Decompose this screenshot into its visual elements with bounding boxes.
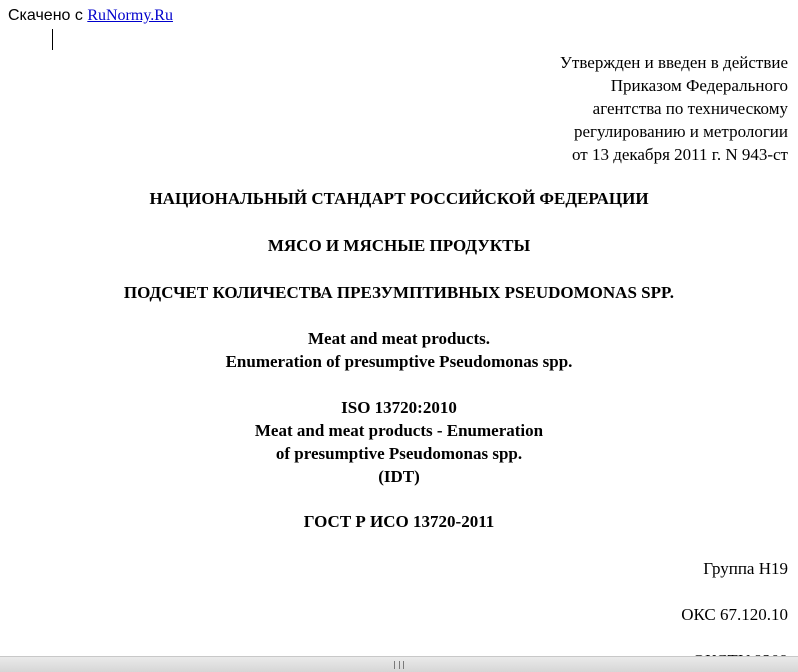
- english-title-line: Meat and meat products.: [308, 329, 490, 348]
- iso-line: (IDT): [378, 467, 420, 486]
- oks-code: ОКС 67.120.10: [681, 605, 788, 624]
- iso-line: of presumptive Pseudomonas spp.: [275, 444, 523, 463]
- approval-line: Утвержден и введен в действие: [559, 53, 788, 72]
- iso-line: ISO 13720:2010: [341, 398, 457, 417]
- method-heading: [0, 281, 798, 304]
- approval-block: [560, 51, 788, 166]
- iso-reference-block: [0, 396, 798, 488]
- english-title-line: Enumeration of presumptive Pseudomonas spp.: [225, 352, 573, 371]
- download-source-line: [8, 6, 173, 26]
- method-text: ПОДСЧЕТ КОЛИЧЕСТВА ПРЕЗУМПТИВНЫХ PSEUDOMONAS SPP.: [123, 283, 675, 302]
- runormy-link[interactable]: RuNormy.Ru: [87, 7, 173, 24]
- gost-designation: [0, 510, 798, 533]
- text-cursor: [52, 29, 53, 50]
- national-standard-heading: [0, 187, 798, 210]
- national-standard-text: НАЦИОНАЛЬНЫЙ СТАНДАРТ РОССИЙСКОЙ ФЕДЕРАЦИИ: [149, 189, 649, 208]
- horizontal-scrollbar[interactable]: [0, 656, 798, 672]
- gost-text: ГОСТ Р ИСО 13720-2011: [303, 512, 495, 531]
- group-code: Группа Н19: [703, 559, 788, 578]
- approval-line: от 13 декабря 2011 г. N 943-ст: [571, 145, 788, 164]
- approval-line: регулированию и метрологии: [573, 122, 788, 141]
- subject-text: МЯСО И МЯСНЫЕ ПРОДУКТЫ: [267, 236, 531, 255]
- approval-line: агентства по техническому: [592, 99, 788, 118]
- scrollbar-grip-icon[interactable]: [394, 661, 404, 669]
- approval-line: Приказом Федерального: [610, 76, 788, 95]
- iso-line: Meat and meat products - Enumeration: [254, 421, 544, 440]
- english-title-block: [0, 327, 798, 373]
- download-source-prefix: Скачено с: [8, 7, 88, 24]
- subject-heading: [0, 234, 798, 257]
